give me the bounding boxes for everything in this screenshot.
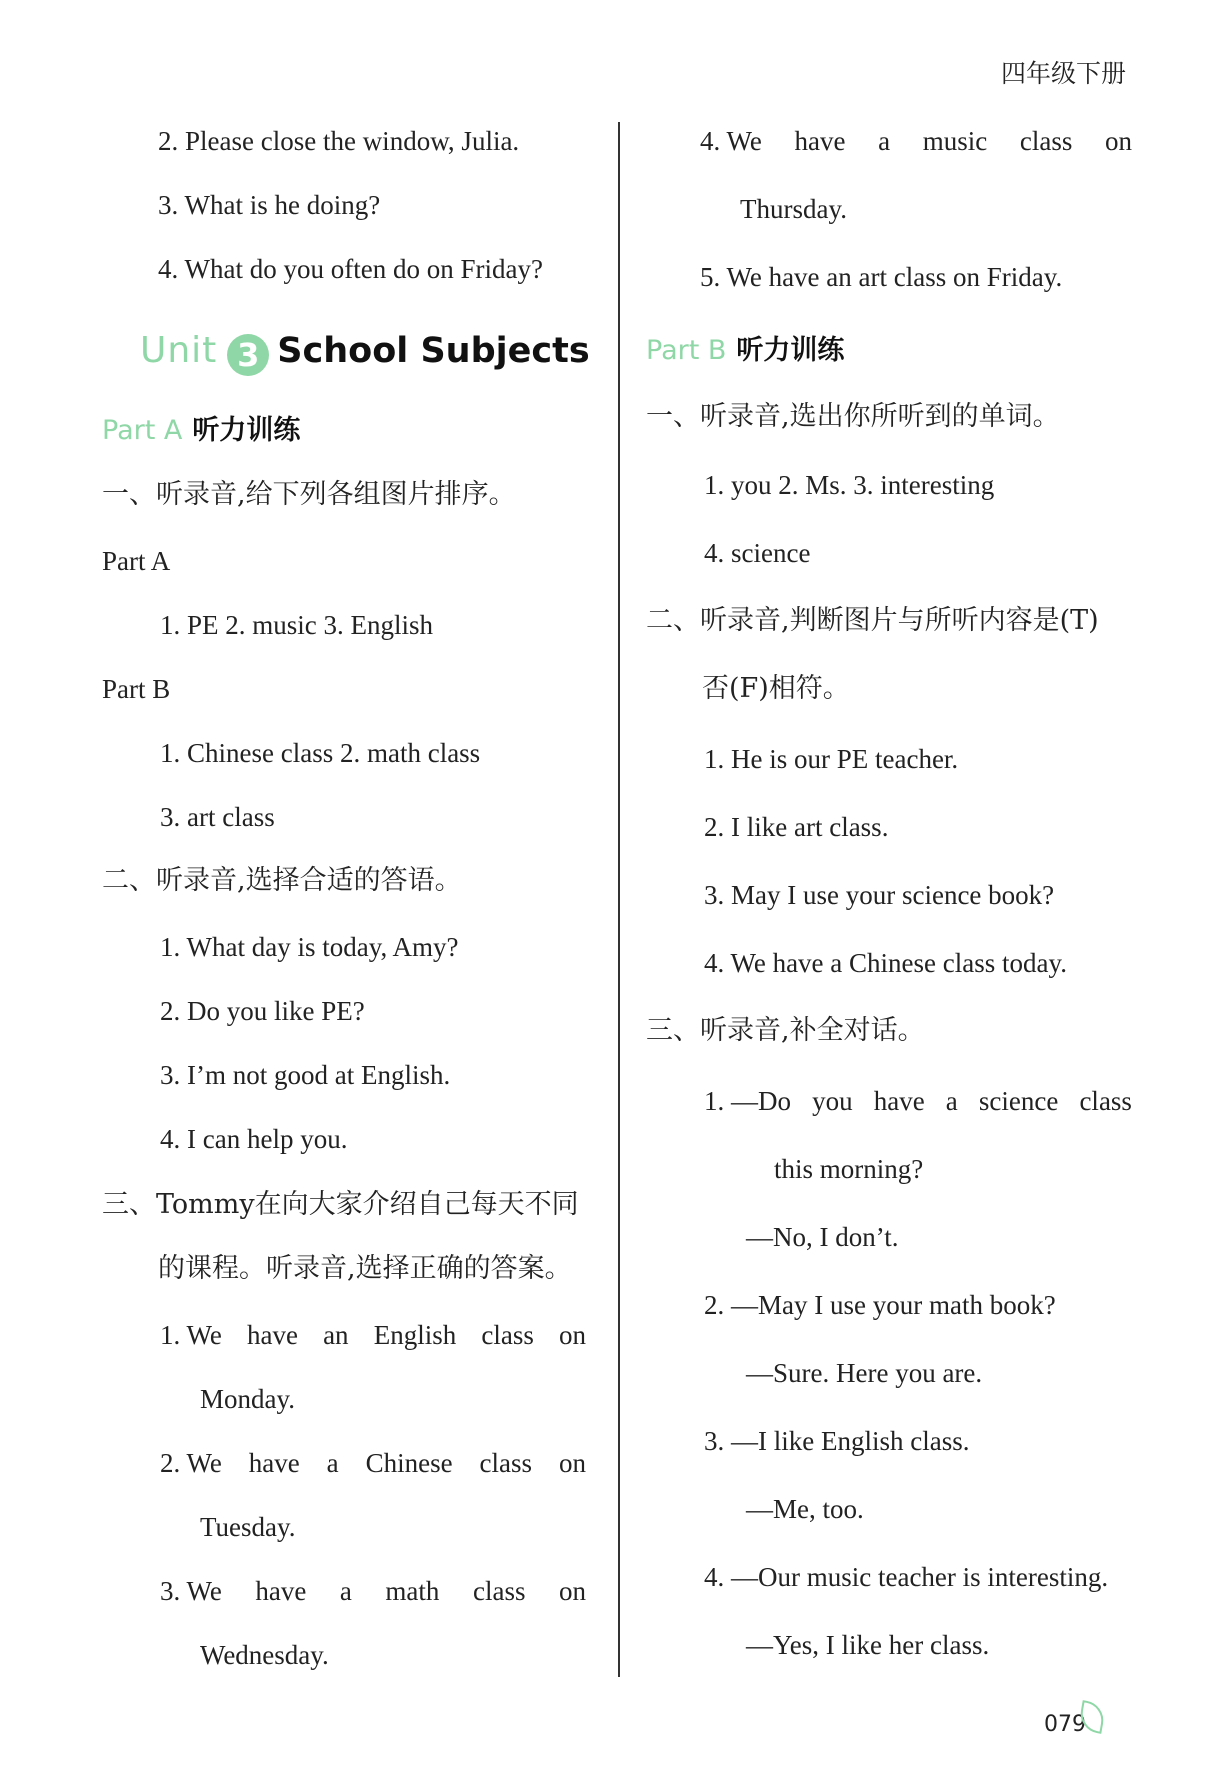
list-item: 3. May I use your science book? [704,880,1055,910]
word: you [812,1086,853,1116]
dialogue-answer: —Yes, I like her class. [746,1630,990,1660]
section-heading: 三、Tommy在向大家介绍自己每天不同 [102,1189,579,1220]
list-item [160,1318,586,1352]
list-item-cont: Monday. [200,1384,295,1414]
list-item: 2. Do you like PE? [160,996,365,1026]
word: a [878,126,891,156]
list-item: 3. I’m not good at English. [160,1060,451,1090]
list-item [160,1574,586,1608]
word: a [326,1448,339,1478]
word: 1. —Do [704,1086,791,1116]
word: have [873,1086,925,1116]
dialogue-line [704,1084,1132,1118]
list-item: 1. PE 2. music 3. English [160,610,434,640]
section-heading-cont: 的课程。听录音,选择正确的答案。 [158,1253,572,1284]
dialogue-line: 2. —May I use your math book? [704,1290,1056,1320]
unit-number-badge: 3 [227,334,269,376]
list-item: 4. What do you often do on Friday? [158,254,543,284]
list-item: 2. I like art class. [704,812,889,842]
list-item: 5. We have an art class on Friday. [700,262,1063,292]
unit-word: Unit [140,330,218,371]
list-item-cont: Wednesday. [200,1640,329,1670]
word: class [481,1320,534,1350]
list-item: 3. art class [160,802,275,832]
part-title: 听力训练 [192,415,301,446]
list-item-cont: Tuesday. [200,1512,296,1542]
word: Chinese [365,1448,453,1478]
list-item: 4. science [704,538,811,568]
word: on [558,1448,586,1478]
page-number: 079 [1044,1712,1086,1737]
dialogue-answer: —Sure. Here you are. [746,1358,983,1388]
part-title: 听力训练 [736,335,845,366]
word: class [472,1576,526,1606]
section-heading-cont: 否(F)相符。 [702,673,850,704]
dialogue-line: 3. —I like English class. [704,1426,970,1456]
dialogue-line: 4. —Our music teacher is interesting. [704,1562,1109,1592]
word: have [255,1576,307,1606]
word: 3. We [160,1576,222,1606]
word: 4. We [700,126,762,156]
section-heading: 二、听录音,选择合适的答语。 [102,865,462,896]
word: have [246,1320,298,1350]
dialogue-answer: —Me, too. [746,1494,864,1524]
word: on [558,1320,586,1350]
section-heading: 一、听录音,给下列各组图片排序。 [102,479,516,510]
word: have [794,126,846,156]
list-item: 4. I can help you. [160,1124,348,1154]
word: have [248,1448,300,1478]
list-item: 1. you 2. Ms. 3. interesting [704,470,995,500]
word: English [373,1320,457,1350]
part-label: Part A [102,415,183,446]
part-a-header [102,408,300,447]
list-item [160,1446,586,1480]
list-item: 2. Please close the window, Julia. [158,126,520,156]
word: on [1104,126,1132,156]
section-heading: 一、听录音,选出你所听到的单词。 [646,401,1060,432]
list-item: 1. What day is today, Amy? [160,932,459,962]
word: a [339,1576,352,1606]
list-item: 1. He is our PE teacher. [704,744,959,774]
list-item: 4. We have a Chinese class today. [704,948,1067,978]
unit-title [140,330,590,382]
word: music [922,126,988,156]
sub-label: Part A [102,546,171,576]
grade-label: 四年级下册 [1000,59,1126,88]
dialogue-line-cont: this morning? [774,1154,924,1184]
list-item [700,124,1132,158]
sub-label: Part B [102,674,171,704]
part-label: Part B [646,335,727,366]
word: on [559,1576,586,1606]
word: a [945,1086,958,1116]
word: class [1079,1086,1132,1116]
word: an [323,1320,349,1350]
column-divider [618,122,620,1677]
list-item: 3. What is he doing? [158,190,381,220]
section-heading: 三、听录音,补全对话。 [646,1015,925,1046]
list-item: 1. Chinese class 2. math class [160,738,481,768]
section-heading: 二、听录音,判断图片与所听内容是(T) [646,605,1099,636]
list-item-cont: Thursday. [740,194,847,224]
part-b-header [646,328,844,367]
word: 2. We [160,1448,222,1478]
word: math [385,1576,440,1606]
word: 1. We [160,1320,222,1350]
unit-name: School Subjects [277,331,590,371]
word: class [1019,126,1073,156]
word: science [978,1086,1059,1116]
dialogue-answer: —No, I don’t. [746,1222,899,1252]
word: class [479,1448,533,1478]
